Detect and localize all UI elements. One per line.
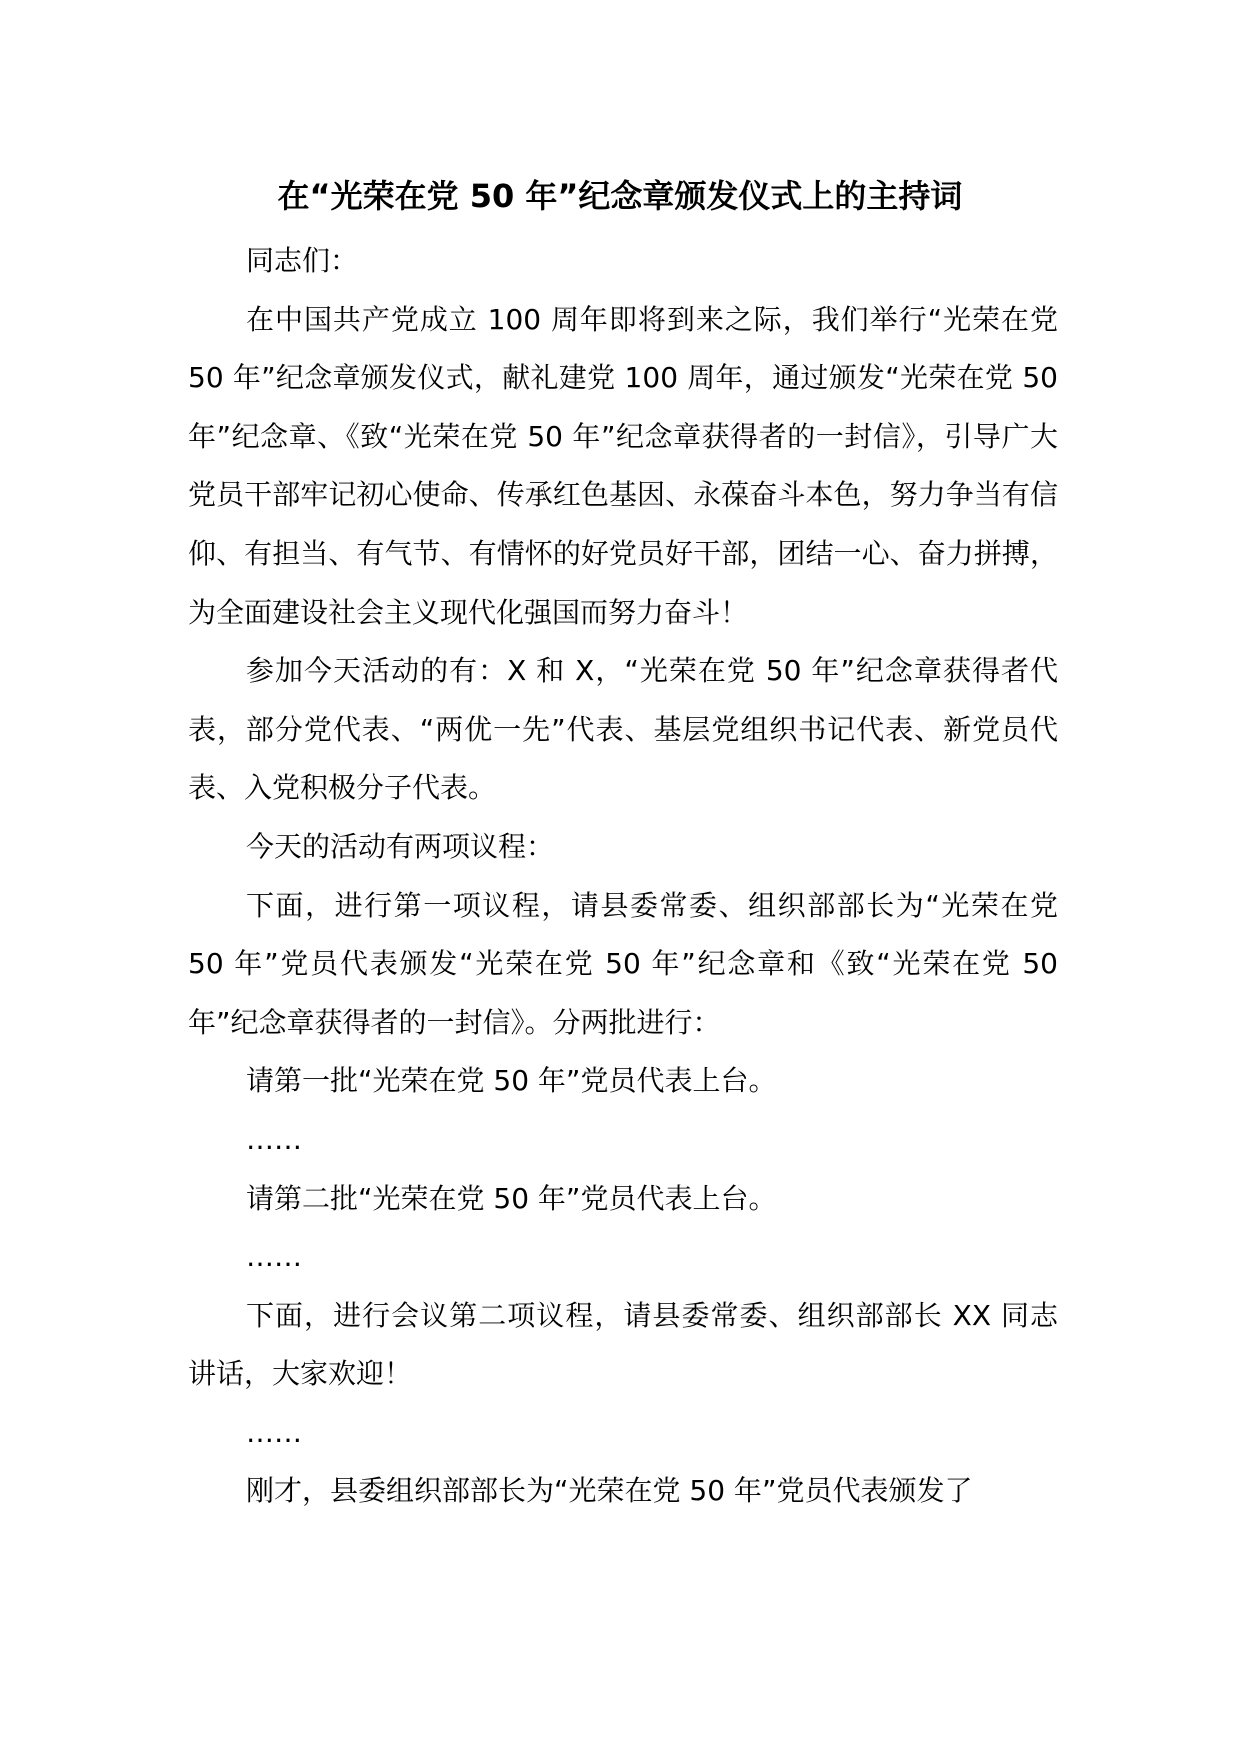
paragraph-agenda-item-2: 下面，进行会议第二项议程，请县委常委、组织部部长 XX 同志讲话，大家欢迎！ <box>188 1298 1058 1391</box>
paragraph-intro: 在中国共产党成立 100 周年即将到来之际，我们举行“光荣在党 50 年”纪念章颁发仪式，献礼建党 100 周年，通过颁发“光荣在党 50 年”纪念章、《致“光荣在党 50 年”纪念章获得者的一封信》，引导广大党员干部牢记初心使命、传承红色基因、永葆奋斗本色，努力争当有信仰、有担当、有气节、有情怀的好党员好干部，团结一心、奋力拼搏，为全面建设社会主义现代化强国而努力奋斗！ <box>188 302 1058 629</box>
paragraph-batch-2: 请第二批“光荣在党 50 年”党员代表上台。 <box>246 1181 777 1215</box>
paragraph-ellipsis: …… <box>246 1240 302 1274</box>
paragraph-salutation: 同志们： <box>246 244 359 277</box>
document-title: 在“光荣在党 50 年”纪念章颁发仪式上的主持词 <box>277 177 963 215</box>
paragraph-agenda: 今天的活动有两项议程： <box>246 829 555 863</box>
paragraph-agenda-item-1: 下面，进行第一项议程，请县委常委、组织部部长为“光荣在党 50 年”党员代表颁发“光荣在党 50 年”纪念章和《致“光荣在党 50 年”纪念章获得者的一封信》。分两批进行： <box>188 888 1058 1039</box>
paragraph-closing: 刚才，县委组织部部长为“光荣在党 50 年”党员代表颁发了 <box>246 1474 973 1508</box>
paragraph-attendees: 参加今天活动的有：X 和 X，“光荣在党 50 年”纪念章获得者代表，部分党代表、“两优一先”代表、基层党组织书记代表、新党员代表、入党积极分子代表。 <box>188 654 1058 805</box>
paragraph-batch-1: 请第一批“光荣在党 50 年”党员代表上台。 <box>246 1064 777 1098</box>
paragraph-ellipsis: …… <box>246 1415 302 1449</box>
paragraph-ellipsis: …… <box>246 1122 302 1156</box>
document-body <box>188 232 1058 1521</box>
